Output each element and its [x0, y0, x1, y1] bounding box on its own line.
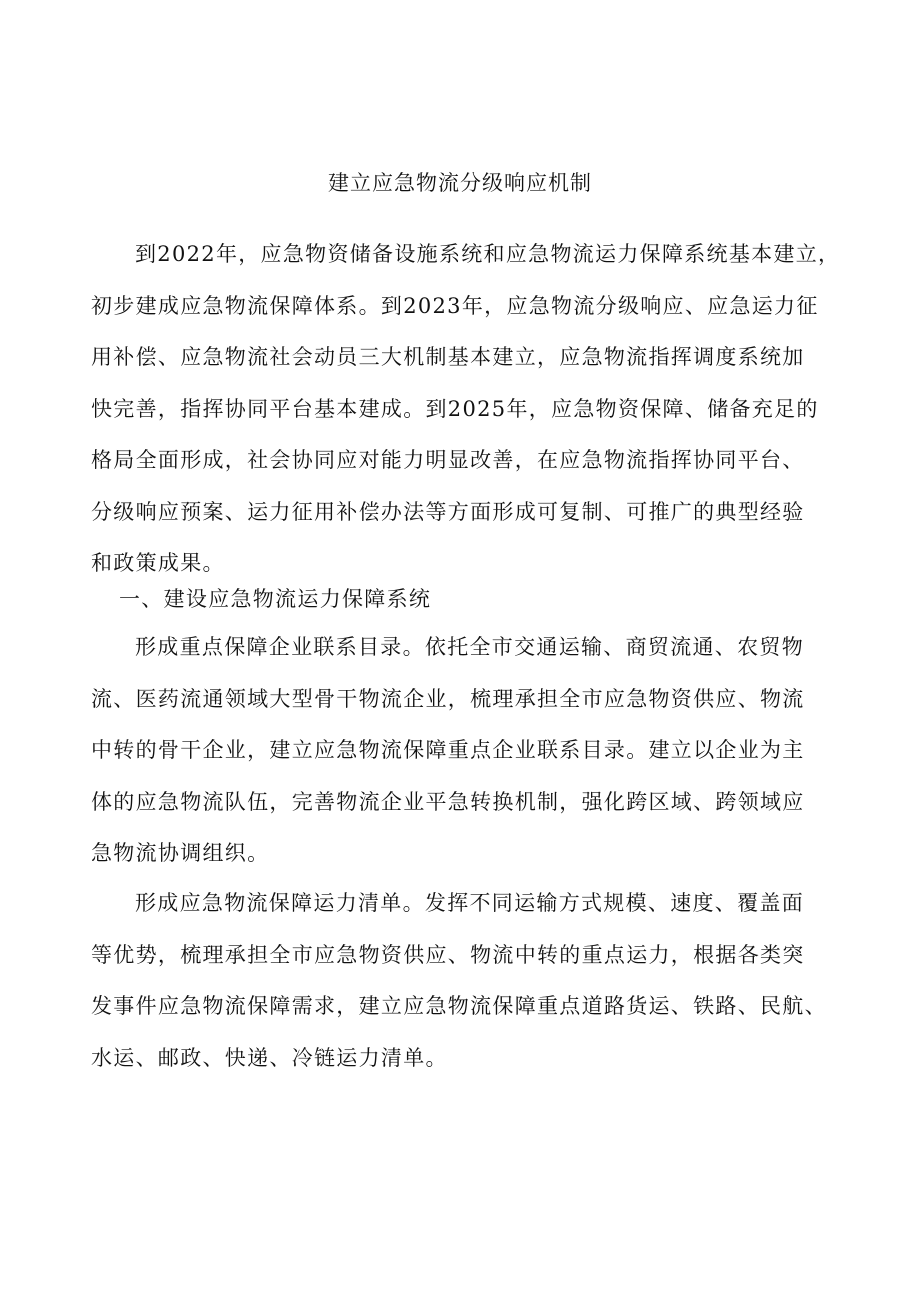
- paragraph-goals: [91, 229, 851, 590]
- paragraph-line: 分级响应预案、运力征用补偿办法等方面形成可复制、可推广的典型经验: [91, 499, 805, 524]
- paragraph-line: 流、医药流通领域大型骨干物流企业，梳理承担全市应急物资供应、物流: [91, 686, 805, 711]
- document-title: 建立应急物流分级响应机制: [328, 171, 592, 195]
- paragraph-line: 体的应急物流队伍，完善物流企业平急转换机制，强化跨区域、跨领域应: [91, 789, 805, 814]
- paragraph-capacity-list: [91, 878, 851, 1084]
- paragraph-line: 和政策成果。: [91, 551, 225, 575]
- paragraph-line: 形成应急物流保障运力清单。发挥不同运输方式规模、速度、覆盖面: [135, 891, 804, 915]
- paragraph-line: 快完善，指挥协同平台基本建成。到2025年，应急物资保障、储备充足的: [91, 396, 819, 421]
- paragraph-line: 格局全面形成，社会协同应对能力明显改善，在应急物流指挥协同平台、: [91, 448, 805, 472]
- section-heading-block: [91, 574, 851, 624]
- section-heading: 一、建设应急物流运力保障系统: [119, 587, 432, 611]
- paragraph-line: 形成重点保障企业联系目录。依托全市交通运输、商贸流通、农贸物: [135, 635, 804, 659]
- paragraph-line: 急物流协调组织。: [91, 841, 270, 865]
- paragraph-line: 用补偿、应急物流社会动员三大机制基本建立，应急物流指挥调度系统加: [91, 345, 805, 369]
- paragraph-enterprise-directory: [91, 622, 851, 880]
- paragraph-line: 等优势，梳理承担全市应急物资供应、物流中转的重点运力，根据各类突: [91, 942, 805, 967]
- paragraph-line: 发事件应急物流保障需求，建立应急物流保障重点道路货运、铁路、民航、: [91, 994, 827, 1018]
- paragraph-line: 初步建成应急物流保障体系。到2023年，应急物流分级响应、应急运力征: [91, 293, 819, 318]
- paragraph-line: 水运、邮政、快递、冷链运力清单。: [91, 1045, 448, 1070]
- paragraph-line: 中转的骨干企业，建立应急物流保障重点企业联系目录。建立以企业为主: [91, 738, 805, 762]
- paragraph-line: 到2022年，应急物资储备设施系统和应急物流运力保障系统基本建立，: [135, 242, 841, 266]
